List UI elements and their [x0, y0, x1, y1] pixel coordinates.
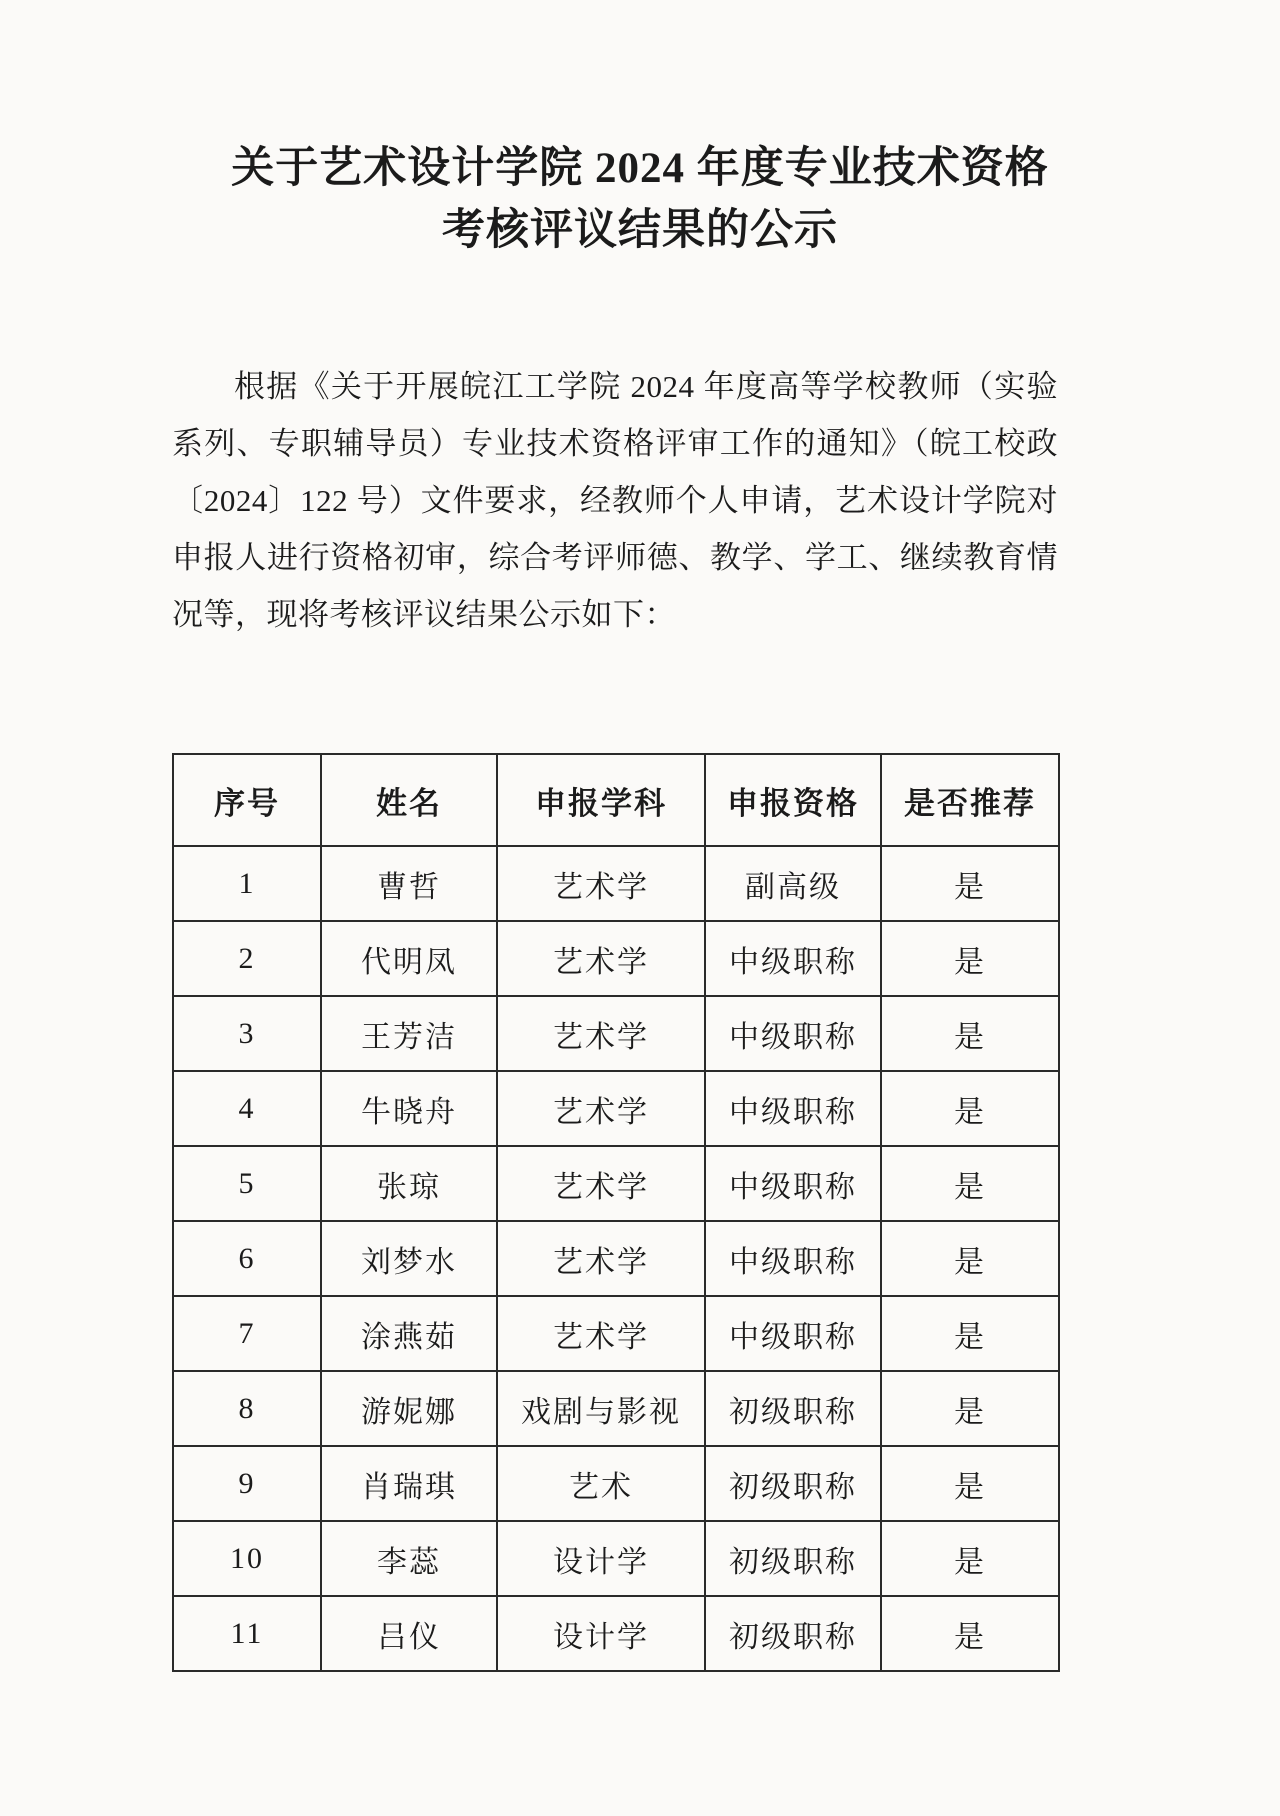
cell-name: 张琼: [321, 1146, 497, 1221]
cell-qualification: 初级职称: [705, 1446, 881, 1521]
cell-index: 1: [173, 846, 321, 921]
cell-subject: 艺术学: [497, 1221, 705, 1296]
cell-subject: 戏剧与影视: [497, 1371, 705, 1446]
cell-name: 牛晓舟: [321, 1071, 497, 1146]
cell-recommended: 是: [881, 1071, 1059, 1146]
cell-name: 刘梦水: [321, 1221, 497, 1296]
cell-index: 4: [173, 1071, 321, 1146]
cell-index: 5: [173, 1146, 321, 1221]
cell-recommended: 是: [881, 1371, 1059, 1446]
cell-qualification: 中级职称: [705, 1071, 881, 1146]
cell-qualification: 副高级: [705, 846, 881, 921]
page-title-line-1: 关于艺术设计学院 2024 年度专业技术资格: [231, 145, 1049, 192]
cell-index: 11: [173, 1596, 321, 1671]
table-row: [173, 1071, 1059, 1146]
table-row: [173, 1446, 1059, 1521]
table-row: [173, 1371, 1059, 1446]
cell-recommended: 是: [881, 1521, 1059, 1596]
cell-name: 肖瑞琪: [321, 1446, 497, 1521]
cell-index: 7: [173, 1296, 321, 1371]
cell-index: 3: [173, 996, 321, 1071]
table-row: [173, 846, 1059, 921]
table-row: [173, 996, 1059, 1071]
cell-recommended: 是: [881, 921, 1059, 996]
header-cell-recommended: 是否推荐: [881, 754, 1059, 846]
cell-subject: 艺术学: [497, 1071, 705, 1146]
cell-qualification: 中级职称: [705, 1221, 881, 1296]
cell-subject: 艺术学: [497, 1146, 705, 1221]
cell-index: 2: [173, 921, 321, 996]
table-row: [173, 1221, 1059, 1296]
cell-index: 8: [173, 1371, 321, 1446]
page-title-line-2: 考核评议结果的公示: [442, 207, 838, 254]
cell-subject: 艺术学: [497, 921, 705, 996]
results-table: [172, 753, 1060, 1672]
cell-subject: 艺术学: [497, 996, 705, 1071]
table-row: [173, 1596, 1059, 1671]
table-row: [173, 1296, 1059, 1371]
cell-index: 10: [173, 1521, 321, 1596]
header-cell-subject: 申报学科: [497, 754, 705, 846]
cell-subject: 艺术: [497, 1446, 705, 1521]
header-cell-qualification: 申报资格: [705, 754, 881, 846]
cell-name: 李蕊: [321, 1521, 497, 1596]
cell-subject: 设计学: [497, 1521, 705, 1596]
cell-name: 游妮娜: [321, 1371, 497, 1446]
cell-qualification: 中级职称: [705, 1296, 881, 1371]
cell-recommended: 是: [881, 1596, 1059, 1671]
table-row: [173, 1521, 1059, 1596]
cell-index: 6: [173, 1221, 321, 1296]
cell-recommended: 是: [881, 1446, 1059, 1521]
table-row: [173, 921, 1059, 996]
cell-subject: 设计学: [497, 1596, 705, 1671]
cell-name: 代明凤: [321, 921, 497, 996]
cell-qualification: 中级职称: [705, 1146, 881, 1221]
cell-subject: 艺术学: [497, 1296, 705, 1371]
cell-recommended: 是: [881, 1146, 1059, 1221]
cell-qualification: 初级职称: [705, 1521, 881, 1596]
cell-qualification: 中级职称: [705, 921, 881, 996]
header-cell-name: 姓名: [321, 754, 497, 846]
cell-recommended: 是: [881, 1221, 1059, 1296]
notice-paragraph: 根据《关于开展皖江工学院 2024 年度高等学校教师（实验系列、专职辅导员）专业技术资格评审工作的通知》（皖工校政〔2024〕122 号）文件要求，经教师个人申请，艺术设计学院对申报人进行资格初审，综合考评师德、教学、学工、继续教育情况等，现将考核评议结果公示如下：: [172, 369, 1058, 632]
table-body: [173, 846, 1059, 1671]
cell-qualification: 初级职称: [705, 1596, 881, 1671]
cell-name: 王芳洁: [321, 996, 497, 1071]
cell-recommended: 是: [881, 1296, 1059, 1371]
cell-name: 涂燕茹: [321, 1296, 497, 1371]
cell-qualification: 初级职称: [705, 1371, 881, 1446]
cell-name: 曹哲: [321, 846, 497, 921]
cell-name: 吕仪: [321, 1596, 497, 1671]
header-cell-index: 序号: [173, 754, 321, 846]
cell-subject: 艺术学: [497, 846, 705, 921]
cell-index: 9: [173, 1446, 321, 1521]
page-title: [160, 0, 1120, 262]
cell-recommended: 是: [881, 996, 1059, 1071]
table-header-row: [173, 754, 1059, 846]
cell-recommended: 是: [881, 846, 1059, 921]
cell-qualification: 中级职称: [705, 996, 881, 1071]
table-row: [173, 1146, 1059, 1221]
